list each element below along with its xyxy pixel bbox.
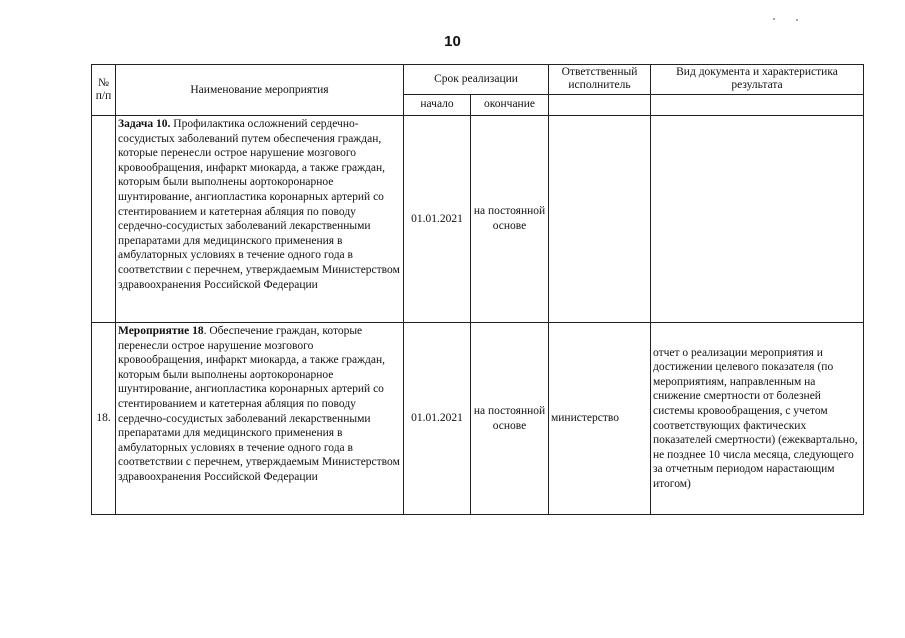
header-executor-blank — [549, 94, 651, 115]
row-executor — [549, 116, 651, 323]
row-end: на постоянной основе — [471, 323, 549, 515]
row-name-text: Профилактика осложнений сердечно-сосудистых заболеваний путем обеспечения граждан, которые перенесли острое нарушение мозгового кровообращения, инфаркт миокарда, а также граждан, которым были выполнены аортокоронарное шунтирование, ангиопластика коронарных артерий со стентированием и катетерная абляция по поводу сердечно-сосудистых заболеваний лекарственными препаратами для медицинского применения в амбулаторных условиях в течение одного года в соответствии с перечнем, утверждаемым Министерством здравоохранения Российской Федерации — [118, 118, 400, 291]
row-name-bold: Мероприятие 18 — [118, 325, 204, 337]
activities-table — [91, 64, 864, 515]
header-period: Срок реализации — [404, 65, 549, 95]
row-executor: министерство — [549, 323, 651, 515]
row-start: 01.01.2021 — [404, 116, 471, 323]
header-result: Вид документа и характеристика результата — [651, 65, 864, 95]
row-name-bold: Задача 10. — [118, 118, 171, 130]
scan-speck — [773, 18, 775, 20]
table-header-row — [92, 65, 864, 95]
header-name: Наименование мероприятия — [116, 65, 404, 116]
row-name — [116, 116, 404, 323]
row-start: 01.01.2021 — [404, 323, 471, 515]
header-num: № п/п — [92, 65, 116, 116]
page-number: 10 — [444, 33, 461, 50]
row-end: на постоянной основе — [471, 116, 549, 323]
scan-speck — [796, 19, 798, 21]
header-start: начало — [404, 94, 471, 115]
row-name — [116, 323, 404, 515]
row-num: 18. — [92, 323, 116, 515]
header-executor: Ответственный исполнитель — [549, 65, 651, 95]
row-name-text: . Обеспечение граждан, которые перенесли острое нарушение мозгового кровообращения, инфаркт миокарда, а также граждан, которым были выполнены аортокоронарное шунтирование, ангиопластика коронарных артерий со стентированием и катетерная абляция по поводу сердечно-сосудистых заболеваний лекарственными препаратами для медицинского применения в амбулаторных условиях в течение одного года в соответствии с перечнем, утверждаемым Министерством здравоохранения Российской Федерации — [118, 325, 400, 483]
row-num — [92, 116, 116, 323]
table-row — [92, 323, 864, 515]
table-row — [92, 116, 864, 323]
row-result — [651, 116, 864, 323]
header-result-blank — [651, 94, 864, 115]
header-end: окончание — [471, 94, 549, 115]
row-result: отчет о реализации мероприятия и достижении целевого показателя (по мероприятиям, направленным на снижение смертности от болезней системы кровообращения, с учетом соответствующих фактических показателей смертности) (ежеквартально, не позднее 10 числа месяца, следующего за отчетным периодом нарастающим итогом) — [651, 323, 864, 515]
